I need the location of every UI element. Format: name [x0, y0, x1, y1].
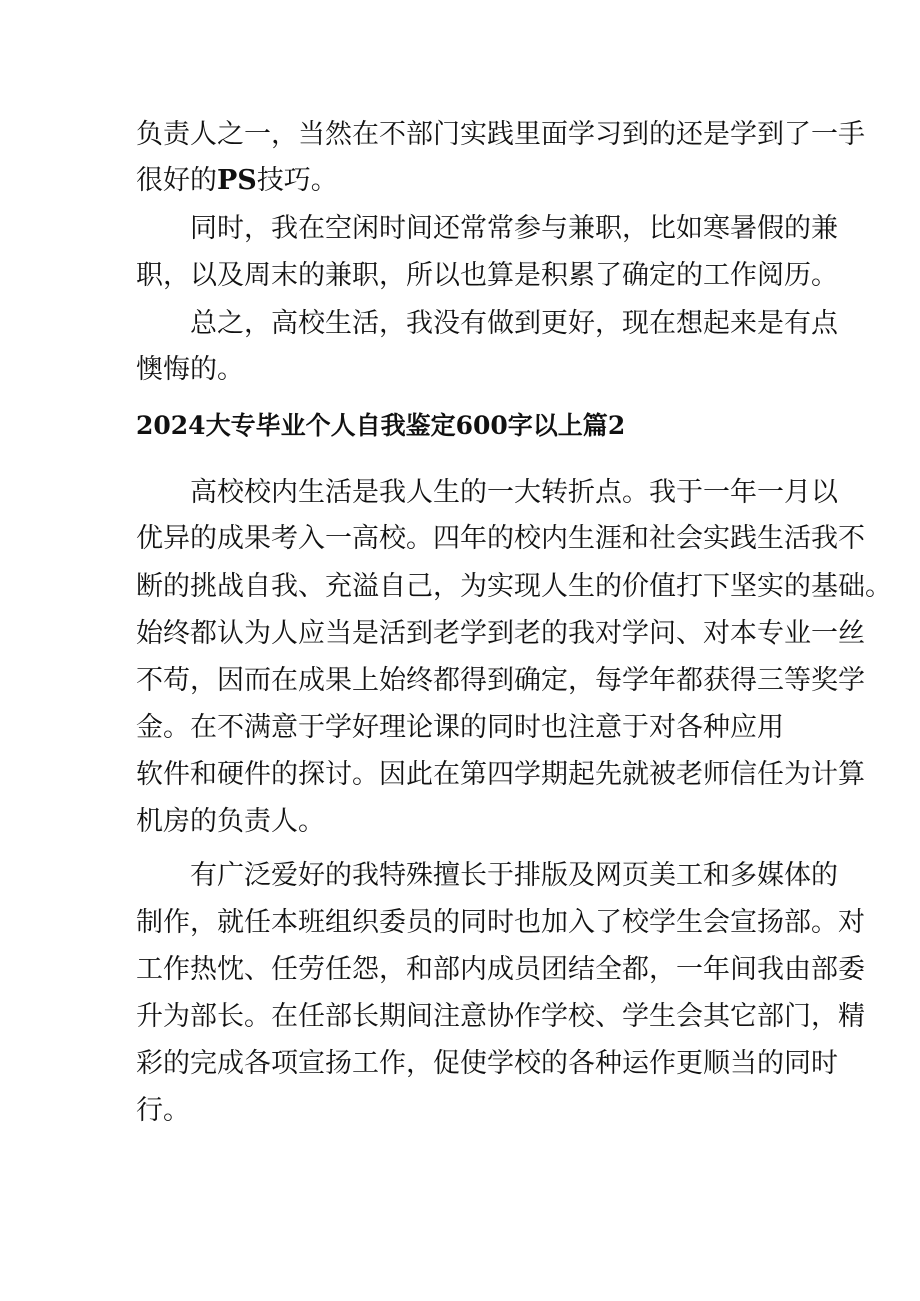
paragraph-line: 金。在不满意于学好理论课的同时也注意于对各种应用	[136, 712, 784, 743]
paragraph-line: 懊悔的。	[136, 354, 244, 385]
paragraph-line: 负责人之一，当然在不部门实践里面学习到的还是学到了一手	[136, 119, 865, 150]
paragraph-line: 高校校内生活是我人生的一大转折点。我于一年一月以	[190, 477, 838, 508]
paragraph-line: 行。	[136, 1095, 190, 1126]
paragraph-line: 机房的负责人。	[136, 806, 325, 837]
paragraph-line: 升为部长。在任部长期间注意协作学校、学生会其它部门，精	[136, 1001, 865, 1032]
paragraph-line: 软件和硬件的探讨。因此在第四学期起先就被老师信任为计算	[136, 759, 865, 790]
paragraph-line: 优异的成果考入一高校。四年的校内生涯和社会实践生活我不	[136, 523, 865, 554]
paragraph-line: 有广泛爱好的我特殊擅长于排版及网页美工和多媒体的	[190, 860, 838, 891]
paragraph-line: 同时，我在空闲时间还常常参与兼职，比如寒暑假的兼	[190, 213, 838, 244]
paragraph-line: 彩的完成各项宣扬工作，促使学校的各种运作更顺当的同时	[136, 1048, 838, 1079]
paragraph-line: 始终都认为人应当是活到老学到老的我对学问、对本专业一丝	[136, 618, 865, 649]
paragraph-line: 总之，高校生活，我没有做到更好，现在想起来是有点	[190, 308, 838, 339]
paragraph-line: 职，以及周末的兼职，所以也算是积累了确定的工作阅历。	[136, 260, 838, 291]
paragraph-line: 工作热忱、任劳任怨，和部内成员团结全都，一年间我由部委	[136, 954, 865, 985]
paragraph-line: 很好的PS技巧。	[136, 165, 338, 196]
section-heading: 2024大专毕业个人自我鉴定600字以上篇2	[136, 411, 626, 440]
paragraph-line: 制作，就任本班组织委员的同时也加入了校学生会宣扬部。对	[136, 907, 865, 938]
paragraph-line: 断的挑战自我、充溢自己，为实现人生的价值打下坚实的基础。	[136, 571, 892, 602]
paragraph-line: 不苟，因而在成果上始终都得到确定，每学年都获得三等奖学	[136, 665, 865, 696]
